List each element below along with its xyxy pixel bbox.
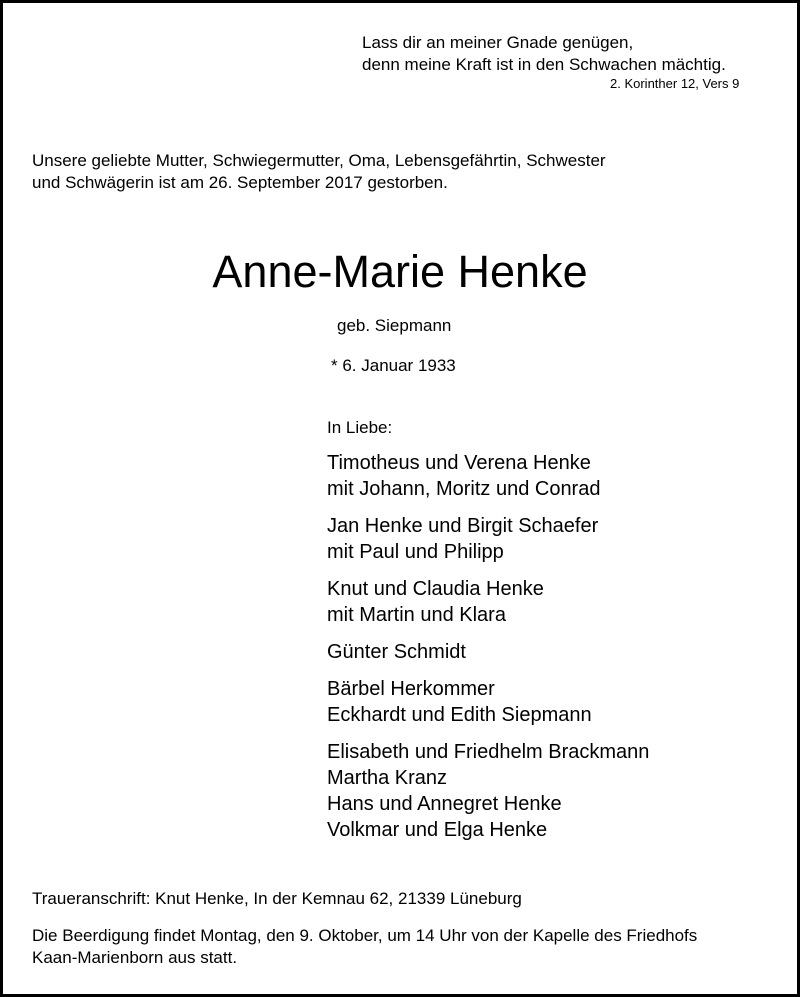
mourners-label: In Liebe: [327,418,393,437]
mourner-line: Bärbel Herkommer [327,678,495,700]
mourner-line: Timotheus und Verena Henke [327,452,591,474]
verse-line-2: denn meine Kraft ist in den Schwachen mächtig. [362,55,726,74]
bible-verse [362,32,726,76]
mourners-list [327,450,649,854]
intro-line-1: Unsere geliebte Mutter, Schwiegermutter, Oma, Lebensgefährtin, Schwester [32,151,606,170]
mourner-line: Jan Henke und Birgit Schaefer [327,515,599,537]
funeral-line-2: Kaan-Marienborn aus statt. [32,948,238,967]
birth-name: geb. Siepmann [337,316,452,335]
mourner-line: Hans und Annegret Henke [327,793,562,815]
mourner-line: Günter Schmidt [327,641,466,663]
mourner-group [327,576,649,628]
mourner-line: Martha Kranz [327,767,448,789]
mourner-group [327,676,649,728]
verse-line-1: Lass dir an meiner Gnade genügen, [362,33,634,52]
birth-date: * 6. Januar 1933 [331,356,456,375]
mourner-group [327,450,649,502]
mourner-line: mit Martin und Klara [327,604,506,626]
mourner-group [327,739,649,843]
mourner-line: mit Johann, Moritz und Conrad [327,478,601,500]
mourner-line: Knut und Claudia Henke [327,578,544,600]
mourner-group [327,639,649,665]
mourning-address: Traueranschrift: Knut Henke, In der Kemnau 62, 21339 Lüneburg [32,889,522,908]
funeral-info [32,925,697,969]
intro-text [32,150,606,194]
mourner-group [327,513,649,565]
mourner-line: Eckhardt und Edith Siepmann [327,704,592,726]
mourner-line: mit Paul und Philipp [327,541,504,563]
intro-line-2: und Schwägerin ist am 26. September 2017 gestorben. [32,173,448,192]
mourner-line: Elisabeth und Friedhelm Brackmann [327,741,650,763]
funeral-line-1: Die Beerdigung findet Montag, den 9. Oktober, um 14 Uhr von der Kapelle des Friedhofs [32,926,698,945]
mourner-line: Volkmar und Elga Henke [327,819,548,841]
deceased-name: Anne-Marie Henke [212,246,588,297]
verse-reference: 2. Korinther 12, Vers 9 [610,76,740,91]
